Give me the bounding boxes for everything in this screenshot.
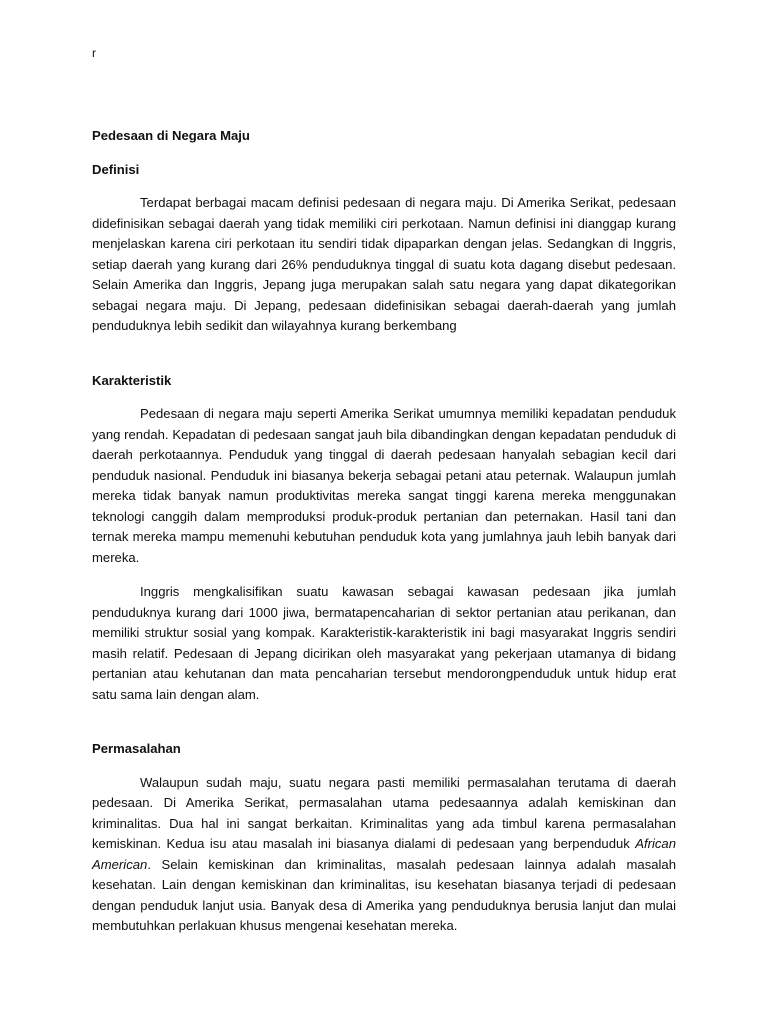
paragraph-spacer (92, 568, 676, 582)
permasalahan-text-part-2: . Selain kemiskinan dan kriminalitas, masalah pedesaan lainnya adalah masalah kesehatan. Lain dengan kemiskinan dan kriminalitas, isu kesehatan biasanya terjadi di pedesaan dengan penduduk lanjut usia. Banyak desa di Amerika yang penduduknya berusia lanjut dan mulai membutuhkan perlakuan khusus mengenai kesehatan mereka. (92, 856, 676, 933)
section-heading-permasalahan: Permasalahan (92, 741, 181, 756)
karakteristik-paragraph-2: Inggris mengkalisifikan suatu kawasan sebagai kawasan pedesaan jika jumlah penduduknya kurang dari 1000 jiwa, bermatapencaharian di sektor pertanian atau perikanan, dan memiliki struktur sosial yang kompak. Karakteristik-karakteristik ini bagi masyarakat Inggris sendiri masih relatif. Pedesaan di Jepang dicirikan oleh masyarakat yang pekerjaan utamanya di bidang pertanian atau kehutanan dan mata pencaharian tersebut mendorongpenduduk untuk hidup erat satu sama lain dengan alam. (92, 584, 676, 702)
section-heading-definisi: Definisi (92, 161, 140, 177)
karakteristik-paragraph-1: Pedesaan di negara maju seperti Amerika Serikat umumnya memiliki kepadatan penduduk yang rendah. Kepadatan di pedesaan sangat jauh bila dibandingkan dengan kepadatan penduduk di daerah perkotaannya. Penduduk yang tinggal di daerah pedesaan hanyalah sebagian kecil dari penduduk nasional. Penduduk ini biasanya bekerja sebagai petani atau peternak. Walaupun jumlah mereka tidak banyak namun produktivitas mereka sangat tinggi karena mereka menggunakan teknologi canggih dalam memproduksi produk-produk pertanian dan peternakan. Hasil tani dan ternak mereka mampu memenuhi kebutuhan penduduk kota yang jumlahnya jauh lebih banyak dari mereka. (92, 406, 676, 565)
permasalahan-text-part-1: Walaupun sudah maju, suatu negara pasti memiliki permasalahan terutama di daerah pedesaan. Di Amerika Serikat, permasalahan utama pedesaannya adalah kemiskinan dan kriminalitas. Dua hal ini sangat berkaitan. Kriminalitas yang ada timbul karena permasalahan kemiskinan. Kedua isu atau masalah ini biasanya dialami di pedesaan yang berpenduduk (92, 774, 676, 851)
definisi-paragraph: Terdapat berbagai macam definisi pedesaan di negara maju. Di Amerika Serikat, pedesaan didefinisikan sebagai daerah yang tidak memiliki ciri perkotaan. Namun definisi ini dianggap kurang menjelaskan karena ciri perkotaan itu sendiri tidak dipaparkan dengan jelas. Sedangkan di Inggris, setiap daerah yang kurang dari 26% penduduknya tinggal di suatu kota dagang disebut pedesaan. Selain Amerika dan Inggris, Jepang juga merupakan salah satu negara yang dapat dikategorikan sebagai negara maju. Di Jepang, pedesaan didefinisikan sebagai daerah-daerah yang jumlah penduduknya lebih sedikit dan wilayahnya kurang berkembang (92, 195, 676, 333)
permasalahan-italic-term: African American (92, 836, 676, 872)
corner-mark: r (92, 46, 96, 60)
section-spacer (92, 705, 676, 739)
section-spacer (92, 337, 676, 371)
section-heading-karakteristik: Karakteristik (92, 372, 172, 388)
permasalahan-paragraph (92, 773, 676, 937)
document-content (92, 126, 676, 937)
document-title: Pedesaan di Negara Maju (92, 128, 250, 143)
